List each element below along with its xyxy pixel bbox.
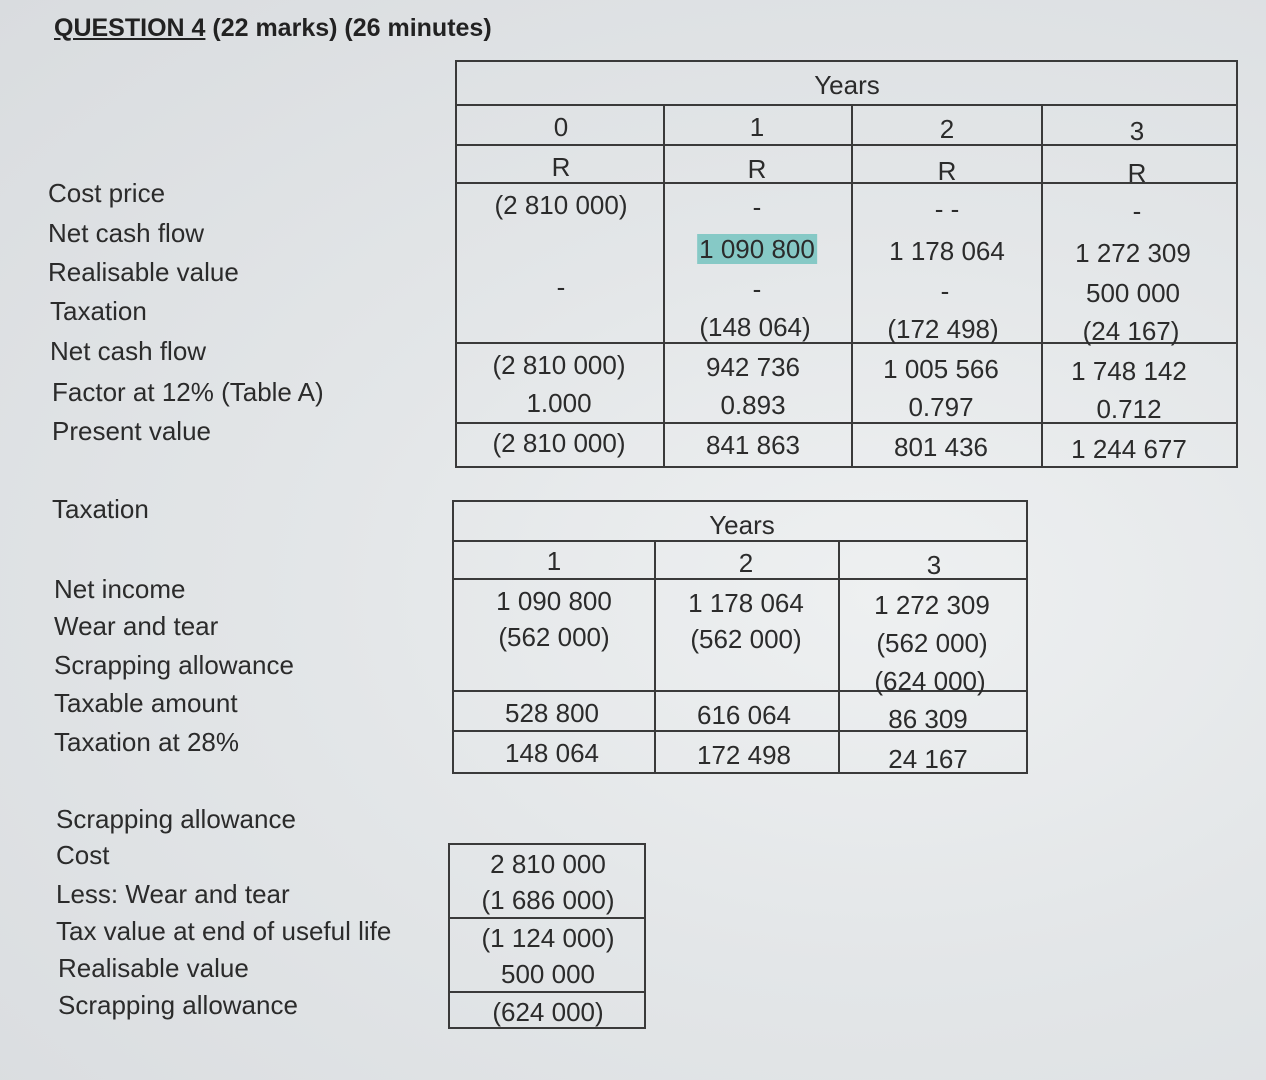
scrap-cost-value: 2 810 000: [490, 849, 606, 879]
npv-year-1: 1: [749, 112, 765, 142]
npv-factor-0: 1.000: [526, 388, 592, 418]
npv-present-value-3: 1 244 677: [1071, 434, 1187, 464]
npv-factor-1: 0.893: [720, 390, 786, 420]
npv-ncf-total-2: 1 005 566: [883, 354, 999, 384]
tax-net-income-3: 1 272 309: [874, 590, 990, 620]
taxation-table: [452, 500, 1028, 774]
tax-taxation-1: 148 064: [505, 738, 599, 768]
npv-taxation-2: (172 498): [887, 314, 999, 344]
npv-cost-price-3: -: [1132, 196, 1142, 226]
npv-taxation-3: (24 167): [1082, 316, 1180, 346]
npv-currency-1: R: [747, 154, 767, 184]
tax-section-title: Taxation: [52, 494, 149, 524]
scrap-label-allowance: Scrapping allowance: [58, 990, 298, 1020]
label-net-cash-flow-total: Net cash flow: [50, 336, 207, 366]
tax-taxable-2: 616 064: [697, 700, 791, 730]
question-number: QUESTION 4: [54, 14, 206, 42]
tax-label-taxation-28: Taxation at 28%: [54, 727, 240, 757]
highlighted-value: 1 090 800: [699, 234, 815, 264]
tax-year-1: 1: [546, 546, 562, 576]
scrap-wear-value: (1 686 000): [481, 885, 615, 915]
tax-label-net-income: Net income: [54, 574, 186, 604]
npv-years-header: Years: [814, 70, 880, 100]
npv-cost-price-0: (2 810 000): [494, 190, 628, 220]
npv-realisable-0: -: [556, 272, 566, 302]
tax-scrapping-3: (624 000): [874, 666, 986, 696]
tax-net-income-1: 1 090 800: [496, 586, 612, 616]
scrap-label-cost: Cost: [56, 840, 110, 870]
npv-currency-3: R: [1127, 158, 1147, 188]
npv-factor-3: 0.712: [1096, 394, 1162, 424]
label-present-value: Present value: [52, 416, 211, 446]
tax-years-header: Years: [709, 510, 775, 540]
scrap-realisable-value: 500 000: [501, 959, 595, 989]
tax-taxable-1: 528 800: [505, 698, 599, 728]
scrap-label-tax-value: Tax value at end of useful life: [56, 916, 392, 946]
npv-ncf-total-0: (2 810 000): [492, 350, 626, 380]
npv-currency-0: R: [551, 152, 571, 182]
label-factor: Factor at 12% (Table A): [52, 377, 324, 407]
label-net-cash-flow: Net cash flow: [48, 218, 205, 248]
npv-net-cash-flow-1: [697, 234, 817, 265]
npv-present-value-2: 801 436: [894, 432, 988, 462]
tax-taxation-2: 172 498: [697, 740, 791, 770]
scrapping-table: [448, 843, 646, 1029]
npv-cost-price-2: - -: [934, 194, 960, 224]
tax-wear-3: (562 000): [876, 628, 988, 658]
scrap-section-title: Scrapping allowance: [56, 804, 296, 834]
tax-label-wear-and-tear: Wear and tear: [54, 611, 219, 641]
npv-realisable-3: 500 000: [1086, 278, 1180, 308]
tax-label-scrapping: Scrapping allowance: [54, 650, 294, 680]
npv-present-value-1: 841 863: [706, 430, 800, 460]
npv-currency-2: R: [937, 156, 957, 186]
scrap-label-wear: Less: Wear and tear: [56, 879, 290, 909]
npv-taxation-1: (148 064): [699, 312, 811, 342]
npv-table: [455, 60, 1238, 468]
npv-net-cash-flow-2: 1 178 064: [889, 236, 1005, 266]
npv-realisable-2: -: [940, 276, 950, 306]
scrap-tax-value: (1 124 000): [481, 923, 615, 953]
label-cost-price: Cost price: [48, 178, 166, 208]
question-marks: (22 marks) (26 minutes): [212, 14, 492, 42]
npv-year-3: 3: [1129, 116, 1145, 146]
npv-net-cash-flow-3: 1 272 309: [1075, 238, 1191, 268]
tax-taxation-3: 24 167: [888, 744, 968, 774]
npv-year-0: 0: [553, 112, 569, 142]
npv-ncf-total-1: 942 736: [706, 352, 800, 382]
tax-wear-1: (562 000): [498, 622, 610, 652]
tax-net-income-2: 1 178 064: [688, 588, 804, 618]
tax-year-3: 3: [926, 550, 942, 580]
question-title: [54, 14, 492, 43]
npv-factor-2: 0.797: [908, 392, 974, 422]
scrap-allowance-value: (624 000): [492, 997, 604, 1027]
npv-realisable-1: -: [752, 274, 762, 304]
npv-present-value-0: (2 810 000): [492, 428, 626, 458]
tax-taxable-3: 86 309: [888, 704, 968, 734]
label-realisable-value: Realisable value: [48, 257, 239, 287]
npv-year-2: 2: [939, 114, 955, 144]
tax-year-2: 2: [738, 548, 754, 578]
tax-wear-2: (562 000): [690, 624, 802, 654]
npv-cost-price-1: -: [752, 192, 762, 222]
npv-ncf-total-3: 1 748 142: [1071, 356, 1187, 386]
tax-label-taxable-amount: Taxable amount: [54, 688, 238, 718]
label-taxation: Taxation: [50, 296, 147, 326]
scrap-label-realisable: Realisable value: [58, 953, 249, 983]
